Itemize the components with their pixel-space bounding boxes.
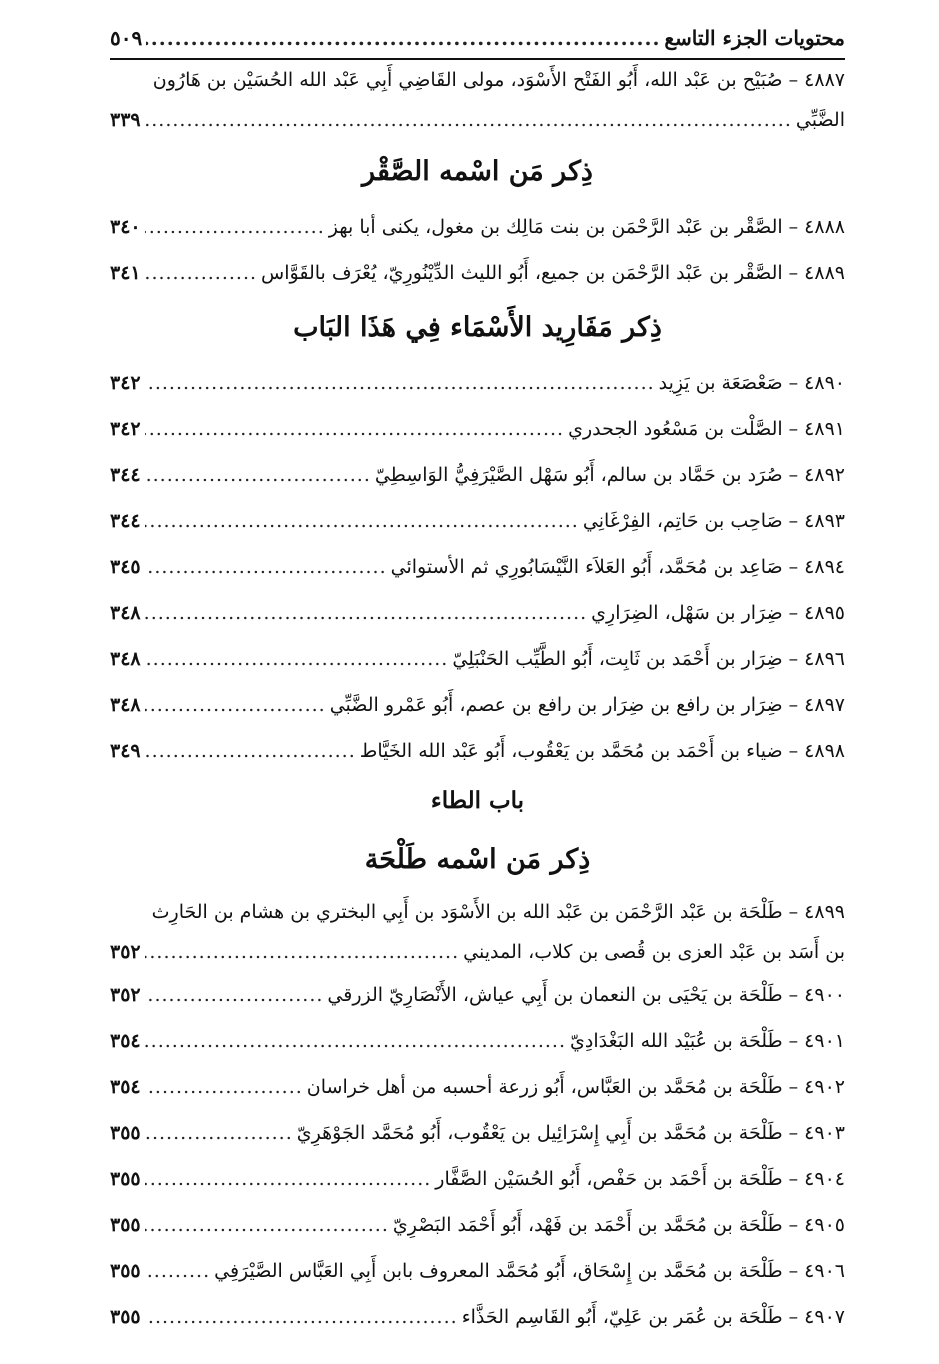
toc-entry — [110, 406, 845, 452]
toc-entry — [110, 728, 845, 774]
entry-name-continued: الضَّبِّي — [795, 109, 845, 131]
entry-number: ٤٩٠٣ — [804, 1122, 845, 1144]
leader-dots — [145, 728, 356, 774]
entry-dash: – — [788, 372, 799, 394]
chapter-heading: باب الطاء — [430, 787, 525, 814]
entry-page: ٣٤١ — [110, 262, 141, 284]
leader-dots — [145, 250, 257, 296]
entry-page: ٣٤٢ — [110, 418, 141, 440]
entry-page: ٣٥٥ — [110, 1168, 141, 1190]
toc-entry — [110, 360, 845, 406]
entry-name: طَلْحَة بن مُحَمَّد بن العَبَّاس، أَبُو زرعة أحسبه من أهل خراسان — [306, 1076, 783, 1098]
entry-name: الصَّلْت بن مَسْعُود الجحدري — [568, 418, 783, 440]
entry-dash: – — [788, 1076, 799, 1098]
entry-page: ٣٤٥ — [110, 556, 141, 578]
leader-dots — [145, 1018, 566, 1064]
section-heading: ذِكر مَن اسْمه الصَّقْر — [362, 156, 593, 187]
entry-page: ٣٤٤ — [110, 464, 141, 486]
leader-dots — [145, 544, 387, 590]
toc-entry — [110, 1202, 845, 1248]
section-2-list — [110, 360, 845, 774]
entry-dash: – — [788, 464, 799, 486]
entry-page: ٣٤٨ — [110, 648, 141, 670]
entry-number: ٤٩٠٠ — [804, 984, 845, 1006]
entry-dash: – — [788, 648, 799, 670]
header-page-number: ٥٠٩ — [110, 26, 143, 50]
entry-page: ٣٤٢ — [110, 372, 141, 394]
toc-entry — [110, 636, 845, 682]
toc-entry — [110, 498, 845, 544]
entry-page: ٣٥٢ — [110, 984, 141, 1006]
entry-dash: – — [788, 1214, 799, 1236]
entry-continuation — [110, 100, 845, 140]
entry-name: الصَّقْر بن عَبْد الرَّحْمَن بن بنت مَالِك بن مغول، يكنى أبا بهز — [328, 216, 783, 238]
entry-page: ٣٥٥ — [110, 1260, 141, 1282]
entry-name: ضِرَار بن رافع بن ضِرَار بن رافع بن عصم، أَبُو عَمْرو الضَّبِّي — [329, 694, 783, 716]
entry-page: ٣٤٤ — [110, 510, 141, 532]
leader-dots — [145, 932, 460, 972]
entry-name: صَاحِب بن حَاتِم، الفِرْغَانِي — [582, 510, 783, 532]
entry-number: ٤٨٩٣ — [804, 510, 845, 532]
entry-page: ٣٤٠ — [110, 216, 141, 238]
entry-dash: – — [782, 901, 799, 923]
toc-entry — [110, 250, 845, 296]
leader-dots — [145, 452, 371, 498]
entry-number: ٤٨٩٤ — [804, 556, 845, 578]
entry-dash: – — [788, 1306, 799, 1328]
toc-entry — [110, 682, 845, 728]
entry-number: ٤٩٠٧ — [804, 1306, 845, 1328]
entry-name: صُبَيْح بن عَبْد الله، أَبُو الفَتْح الأَسْوَد، مولى القَاضِي أَبِي عَبْد الله الحُسَيْن بن هَارُون — [152, 69, 783, 91]
entry-dash: – — [788, 510, 799, 532]
entry-dash: – — [788, 740, 799, 762]
entry-name: صَاعِد بن مُحَمَّد، أَبُو العَلاَء النَّيْسَابُورِي ثم الأستوائي — [390, 556, 783, 578]
entry-page: ٣٤٨ — [110, 694, 141, 716]
entry-name: ضياء بن أَحْمَد بن مُحَمَّد بن يَعْقُوب، أَبُو عَبْد الله الخَيَّاط — [359, 740, 783, 762]
entry-number: ٤٩٠٦ — [804, 1260, 845, 1282]
entry-name: صُرَد بن حَمَّاد بن سالم، أَبُو سَهْل الصَّيْرَفِيُّ الوَاسِطِيّ — [374, 464, 783, 486]
entry-number: ٤٨٩١ — [804, 418, 845, 440]
entry-number: ٤٩٠٢ — [804, 1076, 845, 1098]
entry-continuation — [110, 932, 845, 972]
entry-number: ٤٩٠١ — [804, 1030, 845, 1052]
entry-name: طَلْحَة بن مُحَمَّد بن أَبِي إِسْرَائِيل بن يَعْقُوب، أَبُو مُحَمَّد الجَوْهَرِيّ — [296, 1122, 783, 1144]
leader-dots — [145, 972, 324, 1018]
entry-number: ٤٨٩٩ — [804, 901, 845, 923]
leader-dots — [145, 636, 449, 682]
section-heading: ذِكر مَن اسْمه طَلْحَة — [364, 844, 591, 875]
section-3-list — [110, 892, 845, 1340]
entry-dash: – — [788, 1168, 799, 1190]
entry-page: ٣٥٤ — [110, 1030, 141, 1052]
leader-dots — [145, 1248, 211, 1294]
toc-entry — [110, 1110, 845, 1156]
entry-page: ٣٥٤ — [110, 1076, 141, 1098]
leader-dots — [145, 1156, 432, 1202]
entry-number: ٤٨٨٩ — [804, 262, 845, 284]
entry-dash: – — [788, 216, 799, 238]
entry-name: طَلْحَة بن عَبْد الرَّحْمَن بن عَبْد الله بن الأَسْوَد بن أَبِي البختري بن هشام بن الحَارِث — [151, 901, 783, 923]
entry-name: طَلْحَة بن عُبَيْد الله البَغْدَادِيّ — [570, 1030, 783, 1052]
entry-number: ٤٨٩٥ — [804, 602, 845, 624]
entry-dash: – — [788, 602, 799, 624]
entry-number: ٤٨٩٦ — [804, 648, 845, 670]
entry-number: ٤٩٠٤ — [804, 1168, 845, 1190]
entry-name: طَلْحَة بن أَحْمَد بن حَفْص، أَبُو الحُسَيْن الصَّفَّار — [435, 1168, 783, 1190]
entry-dash: – — [788, 1260, 799, 1282]
entry-line — [110, 60, 845, 100]
toc-entry-4899 — [110, 892, 845, 972]
entry-number: ٤٩٠٥ — [804, 1214, 845, 1236]
toc-entry — [110, 972, 845, 1018]
section-heading: ذِكر مَفَارِيد الأَسْمَاء فِي هَذَا البَاب — [293, 312, 662, 343]
entry-page: ٣٥٥ — [110, 1306, 141, 1328]
leader-dots — [145, 204, 325, 250]
toc-entry — [110, 1064, 845, 1110]
leader-dots — [145, 498, 579, 544]
toc-entry — [110, 204, 845, 250]
entry-page: ٣٤٩ — [110, 740, 141, 762]
leader-dots — [145, 1110, 293, 1156]
entry-line — [110, 892, 845, 932]
entry-page: ٣٣٩ — [110, 109, 141, 131]
entry-name: طَلْحَة بن يَحْيَى بن النعمان بن أَبِي عياش، الأَنْصَارِيّ الزرقي — [327, 984, 783, 1006]
entry-dash: – — [788, 262, 799, 284]
entry-page: ٣٤٨ — [110, 602, 141, 624]
toc-entry-4887 — [110, 60, 845, 140]
entry-name: طَلْحَة بن مُحَمَّد بن أَحْمَد بن فَهْد، أَبُو أَحْمَد البَصْرِيّ — [392, 1214, 783, 1236]
entry-number: ٤٨٩٢ — [804, 464, 845, 486]
toc-entry — [110, 1248, 845, 1294]
leader-dots — [146, 26, 660, 50]
header-title: محتويات الجزء التاسع — [664, 26, 845, 50]
toc-entry — [110, 1294, 845, 1340]
section-1-list — [110, 204, 845, 296]
entry-number: ٤٨٩٧ — [804, 694, 845, 716]
entry-number: ٤٨٨٧ — [804, 69, 845, 91]
entry-name: الصَّقْر بن عَبْد الرَّحْمَن بن جميع، أَبُو الليث الدِّيْنُورِيّ، يُعْرَف بالقَوَّاس — [261, 262, 783, 284]
leader-dots — [145, 682, 326, 728]
entry-page: ٣٥٥ — [110, 1122, 141, 1144]
entry-number: ٤٨٩٠ — [804, 372, 845, 394]
toc-entry — [110, 452, 845, 498]
entry-dash: – — [788, 1122, 799, 1144]
leader-dots — [145, 406, 564, 452]
entry-number: ٤٨٨٨ — [804, 216, 845, 238]
entry-number: ٤٨٩٨ — [804, 740, 845, 762]
toc-entry — [110, 1156, 845, 1202]
entry-name-continued: بن أَسَد بن عَبْد العزى بن قُصى بن كلاب، المديني — [463, 941, 845, 963]
leader-dots — [145, 100, 792, 140]
leader-dots — [145, 590, 588, 636]
leader-dots — [145, 360, 655, 406]
entry-page: ٣٥٢ — [110, 941, 141, 963]
toc-entry — [110, 1018, 845, 1064]
entry-dash: – — [788, 556, 799, 578]
entry-dash: – — [782, 69, 799, 91]
entry-name: ضِرَار بن أَحْمَد بن ثَابِت، أَبُو الطَّيِّب الحَنْبَلِيّ — [452, 648, 783, 670]
running-header — [110, 26, 845, 60]
toc-page — [110, 26, 845, 1340]
entry-name: طَلْحَة بن عُمَر بن عَلِيّ، أَبُو القَاسِم الحَذَّاء — [461, 1306, 783, 1328]
leader-dots — [145, 1202, 389, 1248]
entry-dash: – — [788, 984, 799, 1006]
toc-entry — [110, 544, 845, 590]
entry-name: ضِرَار بن سَهْل، الضِرَارِي — [591, 602, 783, 624]
leader-dots — [145, 1294, 458, 1340]
entry-name: صَعْصَعَة بن يَزِيد — [658, 372, 783, 394]
entry-dash: – — [788, 694, 799, 716]
entry-dash: – — [788, 418, 799, 440]
leader-dots — [145, 1064, 303, 1110]
toc-entry — [110, 590, 845, 636]
entry-name: طَلْحَة بن مُحَمَّد بن إِسْحَاق، أَبُو مُحَمَّد المعروف بابن أَبِي العَبَّاس الصَّيْرَفِي — [214, 1260, 783, 1282]
entry-dash: – — [788, 1030, 799, 1052]
entry-page: ٣٥٥ — [110, 1214, 141, 1236]
